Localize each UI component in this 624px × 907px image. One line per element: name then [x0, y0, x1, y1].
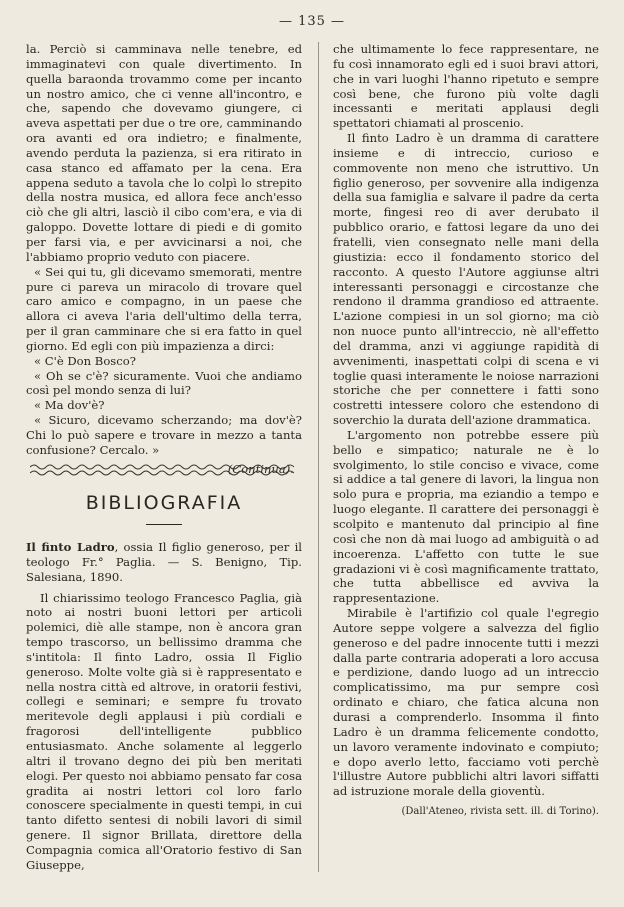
paragraph: Il chiarissimo teologo Francesco Paglia, già noto ai nostri buoni lettori per articoli polemici, diè alle stampe, non è ancora gran tempo trascorso, un bellissimo dramma che s'intitola: Il finto Ladro, ossia Il Figlio generoso. Molte volte già si è rappresentato e nella nostra città ed altrove, in oratorii festivi, collegi e seminari; e sempre fu trovato meritevole degli applausi i più cordiali e fragorosi dell'intelligente pubblico entusiasmato. Anche solamente al leggerlo altri il trovano degno dei più ben meritati elogi. Per questo noi abbiamo pensato far cosa gradita ai nostri lettori col loro farlo conoscere specialmente in questi tempi, in cui tanto difetto sentesi di nobili lavori di simil genere. Il signor Brillata, direttore della Compagnia comica all'Oratorio festivo di San Giuseppe, [26, 590, 302, 872]
wavy-divider [30, 462, 294, 478]
paragraph: L'argomento non potrebbe essere più bello e simpatico; naturale ne è lo svolgimento, lo stile conciso e vivace, come si addice a tal genere di lavori, la lingua non solo pura e propria, ma eziandio a tempo e luogo elegante. Il carattere dei personaggi è scolpito e mantenuto dal principio al fine così che non dà mai luogo ad ambiguità o ad incoerenza. L'affetto con tutte le sue gradazioni vi è così magnificamente trattato, che tutta abbellisce ed avviva la rappresentazione. [333, 427, 599, 606]
left-column-top [26, 42, 302, 476]
paragraph: « Ma dov'è? [34, 398, 105, 413]
left-column-bibliography [26, 540, 302, 873]
source-citation: (Dall'Ateneo, rivista sett. ill. di Torino). [401, 806, 599, 818]
paragraph: « C'è Don Bosco? [34, 353, 136, 368]
paragraph: « Sicuro, dicevamo scherzando; ma dov'è? Chi lo può sapere e trovare in mezzo a tanta confusione? Cercalo. » [26, 413, 302, 457]
paragraph: « Sei qui tu, gli dicevamo smemorati, mentre pure ci pareva un miracolo di trovare quel caro amico e compagno, in un paese che allora ci aveva l'aria dell'ultimo della terra, per il gran camminare che si era fatto in quel giorno. Ed egli con più impazienza a dirci: [26, 264, 302, 353]
paragraph: la. Perciò si camminava nelle tenebre, ed immaginatevi con quale divertimento. In quella baraonda trovammo come per incanto un nostro amico, che ci venne all'incontro, e che, sapendo che dovevamo giungere, ci aveva aspettati per due o tre ore, camminando ora avanti ed ora indietro; e finalmente, avendo perduta la pazienza, si era ritirato in casa stanco ed affamato per la cena. Era appena seduto a tavola che lo colpì lo strepito della nostra musica, ed allora fece anch'esso ciò che gli altri, lasciò il cibo com'era, e via di galoppo. Dovette lottare di piedi e di gomito per farsi via, e per avvicinarsi a noi, che l'abbiamo proprio veduto con piacere. [26, 42, 302, 264]
paragraph: Mirabile è l'artifizio col quale l'egregio Autore seppe volgere a salvezza del figlio generoso e del padre innocente tutti i mezzi dalla parte contraria adoperati a loro accusa e perdizione, dando luogo ad un intreccio complicatissimo, ma pur sempre così ordinato e chiaro, che fatica alcuna non durasi a comprenderlo. Insomma il finto Ladro è un dramma felicemente condotto, un lavoro veramente indovinato e compiuto; e dopo averlo letto, facciamo voti perchè l'illustre Autore pubblichi altri lavori siffatti ad istruzione morale della gioventù. [333, 606, 599, 799]
heading-rule [146, 524, 182, 525]
section-heading: BIBLIOGRAFIA [85, 492, 243, 514]
continua-note: (Continua). [227, 461, 294, 476]
column-rule [318, 42, 319, 872]
paragraph: che ultimamente lo fece rappresentare, ne fu così innamorato egli ed i suoi bravi attori, che in vari luoghi l'hanno ripetuto e sempre così bene, che furono più volte dagli incessanti e meritati applausi degli spettatori chiamati al proscenio. [333, 42, 599, 131]
book-details: , ossia Il figlio generoso, per il teologo Fr.° Paglia. — S. Benigno, Tip. Salesiana, 1890. [26, 540, 302, 584]
paragraph: Il finto Ladro è un dramma di carattere insieme e di intreccio, curioso e commovente non meno che istruttivo. Un figlio generoso, per sovvenire alla indigenza della sua famiglia e salvare il padre da certa morte, fingesi reo di aver derubato il pubblico orario, e fattosi legare da uno dei fratelli, vien consegnato nelle mani della giustizia: ecco il fondamento storico del racconto. A questo l'Autore aggiunse altri interessanti personaggi e circostanze che rendono il dramma grandioso ed attraente. L'azione compiesi in un sol giorno; ma ciò non nuoce punto all'intreccio, nè all'effetto del dramma, anzi vi aggiunge rapidità di avvenimenti, inaspettati colpi di scena e vi toglie quasi interamente le noiose narrazioni storiche che per connettere i fatti sono costretti intessere coloro che estendono di soverchio la durata dell'azione drammatica. [333, 131, 599, 428]
paragraph: « Oh se c'è? sicuramente. Vuoi che andiamo così pel mondo senza di lui? [26, 368, 302, 398]
right-column [333, 42, 599, 820]
book-title: Il finto Ladro [26, 540, 115, 554]
page-number: — 135 — [278, 14, 346, 29]
bibliography-entry [26, 540, 302, 585]
